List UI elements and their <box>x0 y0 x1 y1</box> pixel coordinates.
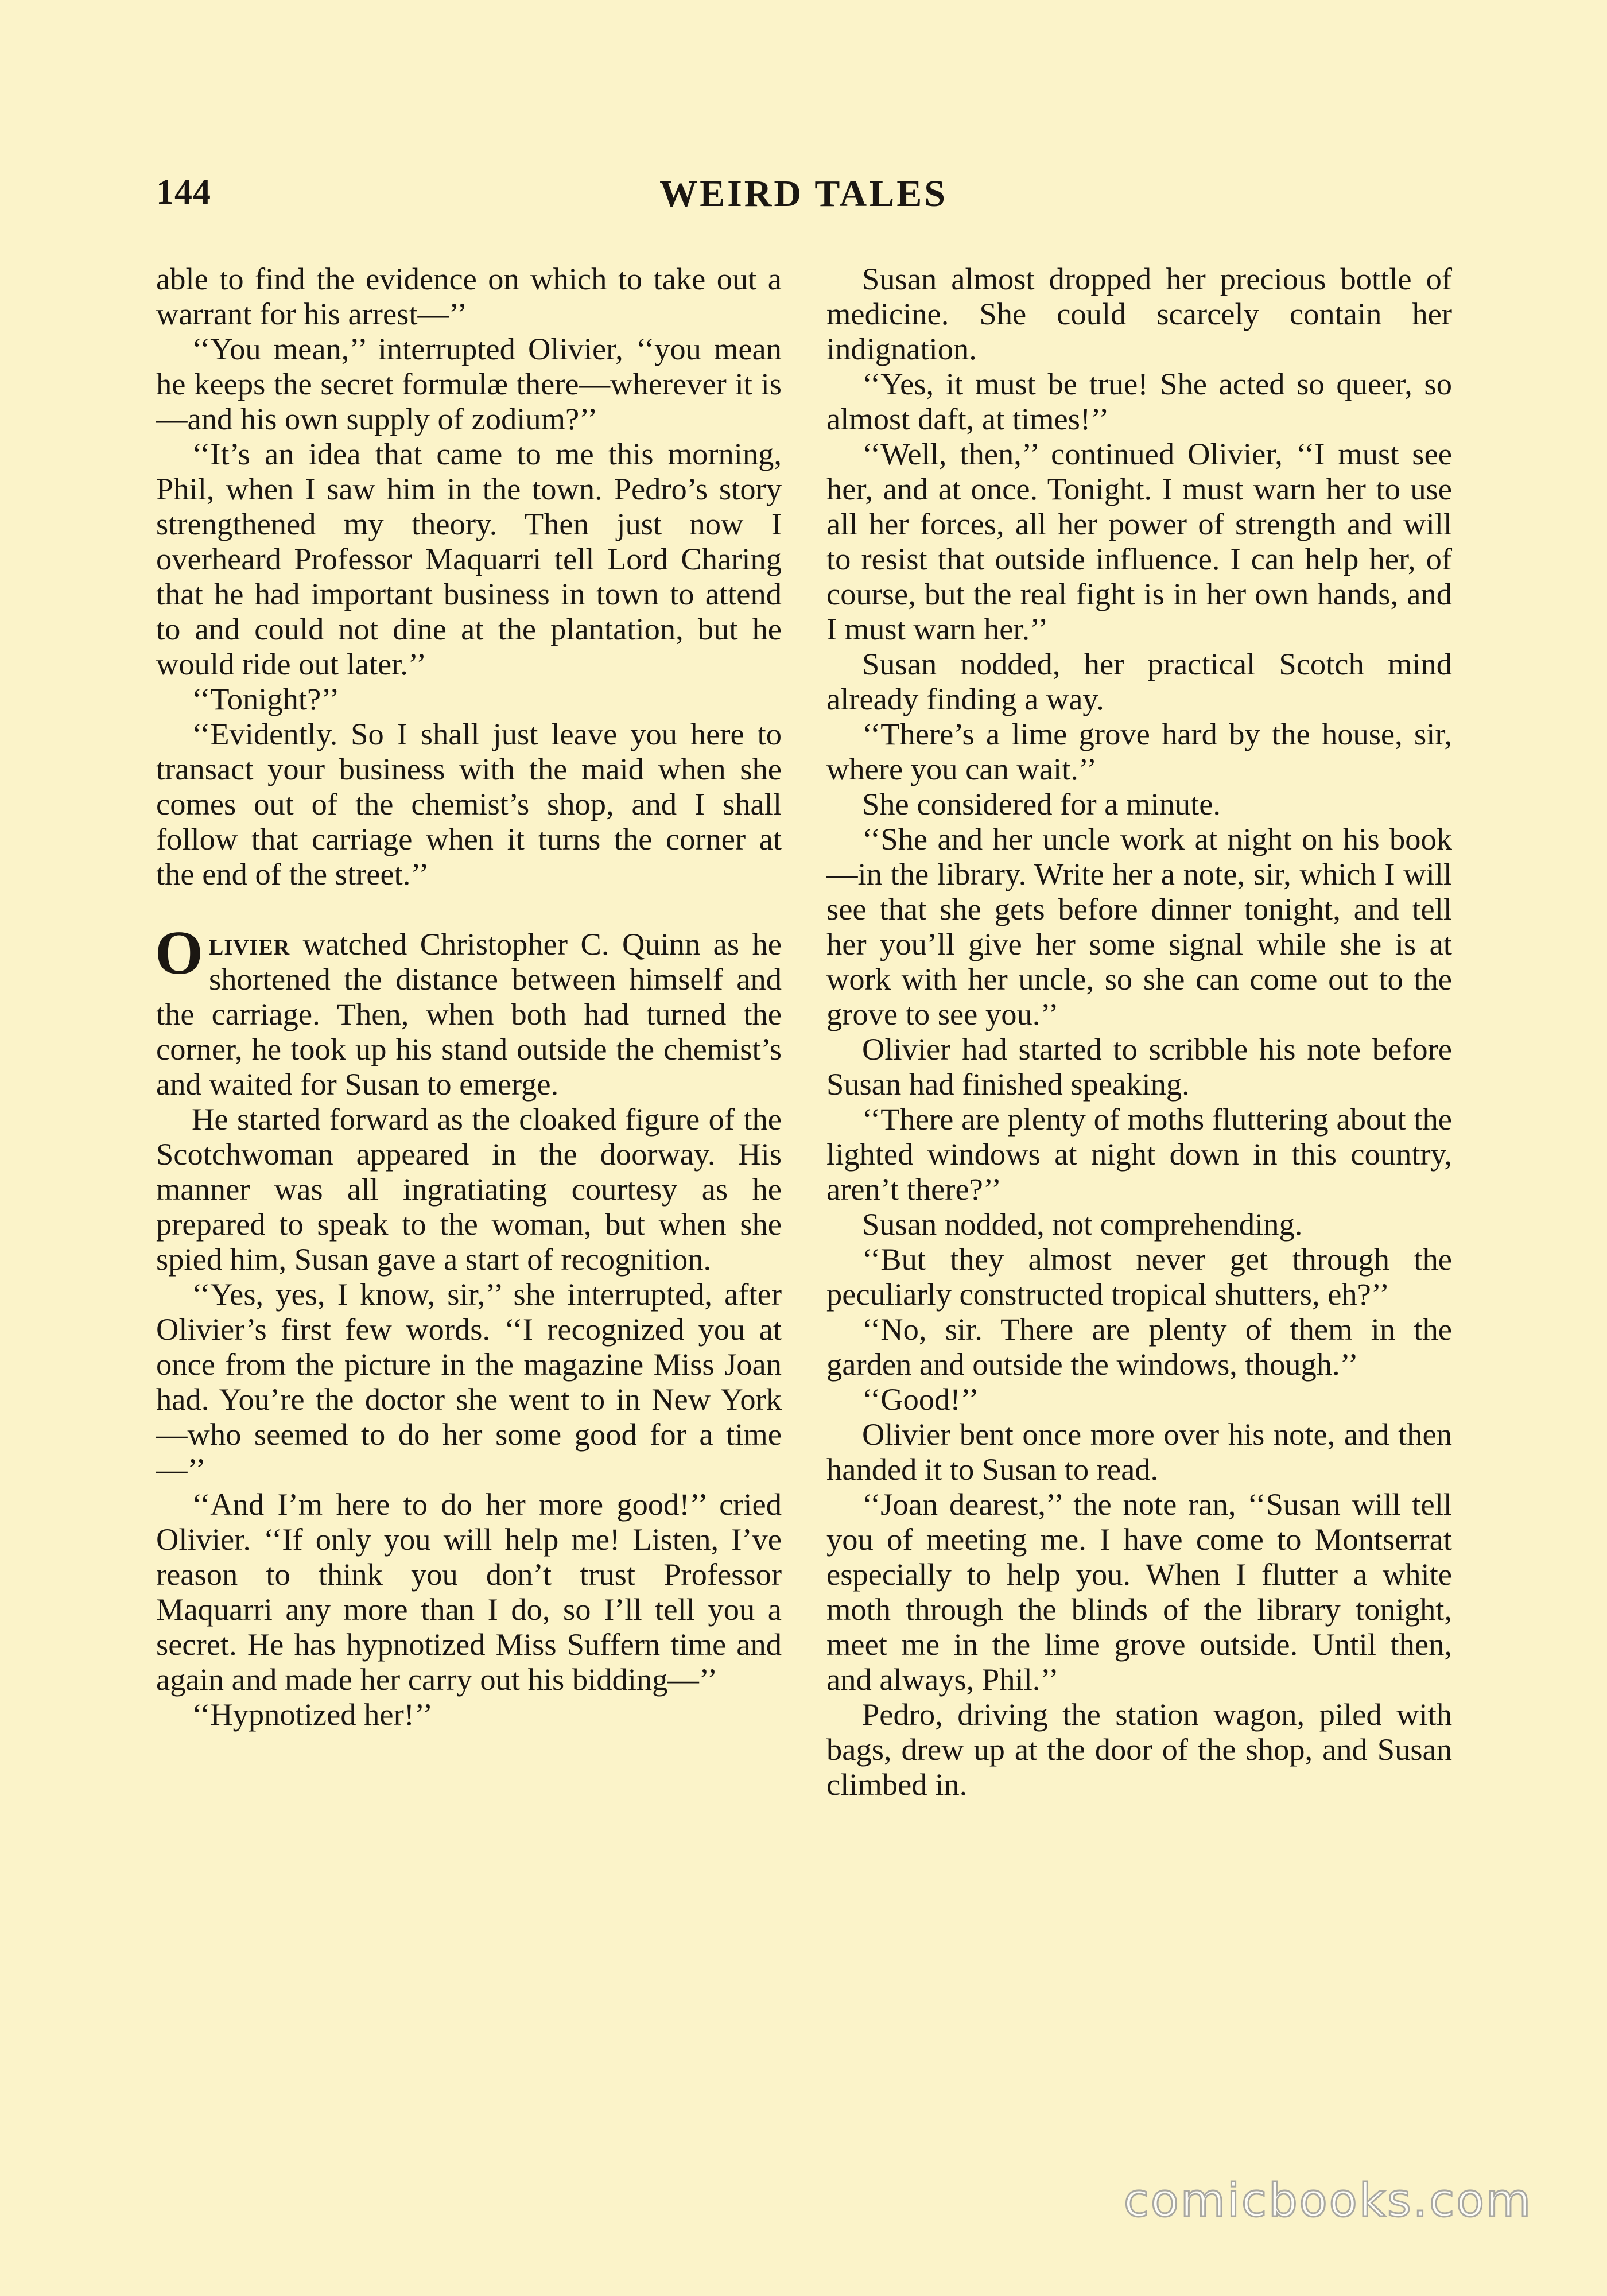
paragraph: ‘‘It’s an idea that came to me this morning, Phil, when I saw him in the town. Pedro’s story strengthened my theory. Then just now I overheard Professor Maquarri tell Lord Charing that he had important business in town to attend to and could not dine at the plantation, but he would ride out later.’’ <box>156 436 782 681</box>
paragraph: He started forward as the cloaked figure of the Scotchwoman appeared in the doorway. His manner was all ingratiating courtesy as he prepared to speak to the woman, but when she spied him, Susan gave a start of recognition. <box>156 1102 782 1277</box>
paragraph: ‘‘Well, then,’’ continued Olivier, ‘‘I must see her, and at once. Tonight. I must warn her to use all her forces, all her power of strength and will to resist that outside influence. I can help her, of course, but the real fight is in her own hands, and I must warn her.’’ <box>826 436 1452 646</box>
page-header <box>0 172 1607 224</box>
paragraph: ‘‘Joan dearest,’’ the note ran, ‘‘Susan will tell you of meeting me. I have come to Montserrat especially to help you. When I flutter a white moth through the blinds of the library tonight, meet me in the lime grove outside. Until then, and always, Phil.’’ <box>826 1487 1452 1697</box>
page-number: 144 <box>156 173 211 212</box>
paragraph: ‘‘And I’m here to do her more good!’’ cried Olivier. ‘‘If only you will help me! Listen, I’ve reason to think you don’t trust Professor Maquarri any more than I do, so I’ll tell you a secret. He has hypnotized Miss Suffern time and again and made her carry out his bidding—’’ <box>156 1487 782 1697</box>
paragraph: Susan almost dropped her precious bottle of medicine. She could scarcely contain her indignation. <box>826 261 1452 366</box>
paragraph: able to find the evidence on which to take out a warrant for his arrest—’’ <box>156 261 782 331</box>
paragraph: Olivier bent once more over his note, and then handed it to Susan to read. <box>826 1417 1452 1487</box>
paragraph: ‘‘No, sir. There are plenty of them in the garden and outside the windows, though.’’ <box>826 1312 1452 1382</box>
paragraph: Susan nodded, her practical Scotch mind already finding a way. <box>826 646 1452 716</box>
paragraph: ‘‘Yes, yes, I know, sir,’’ she interrupted, after Olivier’s first few words. ‘‘I recognized you at once from the picture in the magazine Miss Joan had. You’re the doctor she went to in New York—who seemed to do her some good for a time—’’ <box>156 1277 782 1487</box>
left-column <box>156 261 782 1732</box>
small-caps-lead: livier <box>209 926 290 961</box>
paragraph: ‘‘Yes, it must be true! She acted so queer, so almost daft, at times!’’ <box>826 366 1452 436</box>
paragraph: ‘‘Hypnotized her!’’ <box>192 1697 433 1732</box>
watermark: comicbooks.com <box>1123 2174 1532 2227</box>
paragraph: ‘‘Evidently. So I shall just leave you here to transact your business with the maid when she comes out of the chemist’s shop, and I shall follow that carriage when it turns the corner at the end of the street.’’ <box>156 716 782 891</box>
paragraph: Susan nodded, not comprehending. <box>862 1207 1303 1242</box>
opening-text: watched Christopher C. Quinn as he shortened the distance between himself and the carriage. Then, when both had turned the corner, he took up his stand outside the chemist’s and waited for Susan to emerge. <box>156 926 782 1102</box>
paragraph: ‘‘Good!’’ <box>862 1382 979 1417</box>
right-column <box>826 261 1452 1802</box>
paragraph: ‘‘But they almost never get through the peculiarly constructed tropical shutters, eh?’’ <box>826 1242 1452 1312</box>
paragraph: ‘‘She and her uncle work at night on his book—in the library. Write her a note, sir, which I will see that she gets before dinner tonight, and tell her you’ll give her some signal while she is at work with her uncle, so she can come out to the grove to see you.’’ <box>826 821 1452 1031</box>
paragraph: ‘‘You mean,’’ interrupted Olivier, ‘‘you mean he keeps the secret formulæ there—wherever it is—and his own supply of zodium?’’ <box>156 331 782 436</box>
paragraph: ‘‘There are plenty of moths fluttering about the lighted windows at night down in this country, aren’t there?’’ <box>826 1102 1452 1207</box>
paragraph: ‘‘There’s a lime grove hard by the house, sir, where you can wait.’’ <box>826 716 1452 786</box>
paragraph: Olivier had started to scribble his note before Susan had finished speaking. <box>826 1031 1452 1102</box>
running-head: WEIRD TALES <box>659 173 948 215</box>
section-opening-paragraph <box>155 919 782 1102</box>
paragraph: Pedro, driving the station wagon, piled with bags, drew up at the door of the shop, and Susan climbed in. <box>826 1697 1452 1802</box>
drop-cap: O <box>155 919 204 987</box>
paragraph: She considered for a minute. <box>862 786 1221 821</box>
paragraph: ‘‘Tonight?’’ <box>192 681 340 716</box>
